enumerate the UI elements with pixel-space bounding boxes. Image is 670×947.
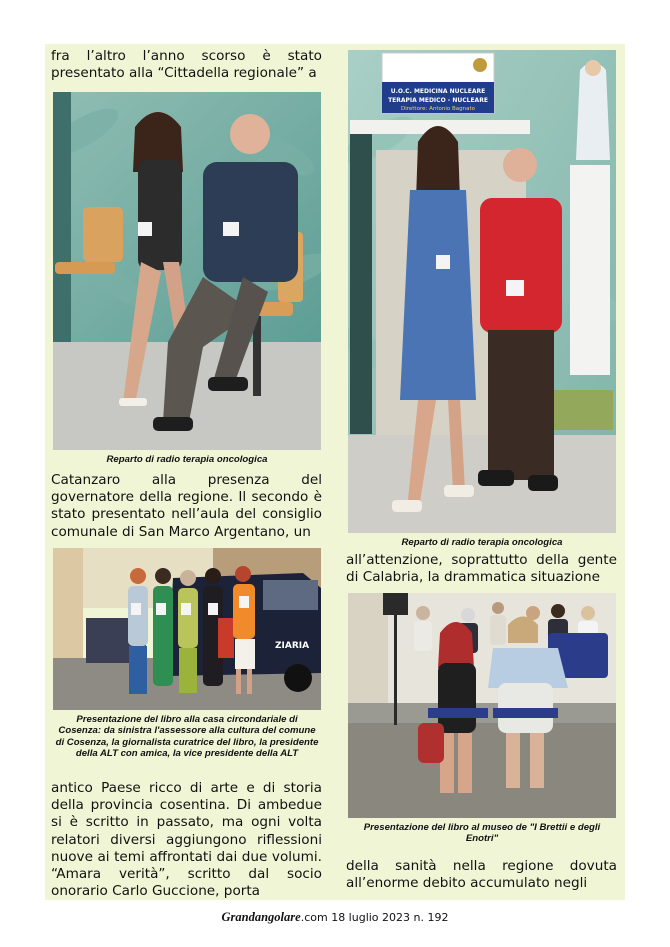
photo-radiotherapy-standing (348, 50, 616, 533)
photo-caption-left-2: Presentazione del libro alla casa circondariale di Cosenza: da sinistra l'assessore alla cultura del comune di Cosenza, la giornalista curatrice del libro, la presidente della ALT con amica, la vice presidente della ALT (55, 714, 319, 760)
page-footer (0, 910, 670, 925)
article-text-left-2: Catanzaro alla presenza del governatore della regione. Il secondo è stato presentato nell’aula del consiglio comunale di San Marco Argentano, un (51, 472, 322, 540)
photo-caption-left-1: Reparto di radio terapia oncologica (106, 454, 268, 465)
article-text-right-2: della sanità nella regione dovuta all’enorme debito accumulato negli (346, 858, 617, 892)
article-text-left-1: fra l’altro l’anno scorso è stato presentato alla “Cittadella regionale” a (51, 48, 322, 82)
sign-line-2: TERAPIA MEDICO - NUCLEARE (388, 97, 488, 104)
photo-museum-presentation (348, 593, 616, 818)
sign-line-1: U.O.C. MEDICINA NUCLEARE (390, 88, 486, 95)
photo-radiotherapy-seated (53, 92, 321, 450)
footer-brand: Grandangolare (221, 910, 301, 924)
footer-issue: .com 18 luglio 2023 n. 192 (300, 911, 449, 924)
photo-caption-right-2: Presentazione del libro al museo de "I Brettii e degli Enotri" (363, 822, 601, 845)
article-text-right-1: all’attenzione, soprattutto della gente di Calabria, la drammatica situazione (346, 552, 617, 586)
photo-caption-right-1: Reparto di radio terapia oncologica (401, 537, 563, 548)
van-lettering: ZIARIA (275, 641, 310, 651)
sign-line-3: Direttore: Antonio Bagnato (400, 106, 476, 112)
article-text-left-3: antico Paese ricco di arte e di storia della provincia cosentina. Di ambedue si è scritto in passato, ma ogni volta relatori diversi aggiungono riflessioni nuove ai temi affrontati dai due volumi. “Amara verità”, scritto dal socio onorario Carlo Guccione, porta (51, 780, 322, 900)
photo-prison-presentation (53, 548, 321, 710)
